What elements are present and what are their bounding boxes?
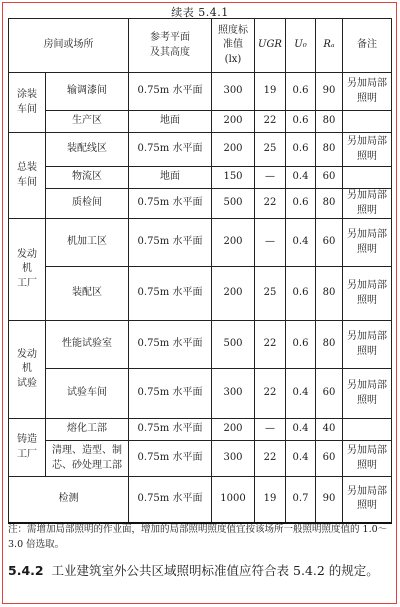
header-ugr: UGR	[255, 19, 286, 73]
table-row	[9, 419, 392, 441]
table-row	[9, 219, 392, 267]
uniformity-value: 0.4	[286, 419, 316, 441]
reference-plane: 0.75m 水平面	[129, 189, 212, 219]
remark-value: 另加局部 照明	[343, 189, 392, 219]
area-name: 试验车间	[46, 369, 129, 419]
table-row	[9, 133, 392, 167]
ugr-value: 22	[255, 111, 286, 133]
header-ra: Rₐ	[316, 19, 343, 73]
illuminance-value: 500	[212, 321, 255, 369]
reference-plane: 0.75m 水平面	[129, 267, 212, 321]
reference-plane: 0.75m 水平面	[129, 419, 212, 441]
section-paragraph	[8, 562, 394, 580]
illuminance-value: 500	[212, 189, 255, 219]
illuminance-value: 200	[212, 111, 255, 133]
table-row	[9, 167, 392, 189]
remark-value: 另加局部 照明	[343, 133, 392, 167]
remark-value: 另加局部 照明	[343, 219, 392, 267]
area-name: 输调漆间	[46, 73, 129, 111]
uniformity-value: 0.6	[286, 111, 316, 133]
area-name: 质检间	[46, 189, 129, 219]
uniformity-value: 0.4	[286, 167, 316, 189]
ugr-value: 25	[255, 267, 286, 321]
uniformity-value: 0.6	[286, 133, 316, 167]
reference-plane: 0.75m 水平面	[129, 219, 212, 267]
remark-value: 另加局部 照明	[343, 73, 392, 111]
ra-value: 90	[316, 477, 343, 523]
area-name: 生产区	[46, 111, 129, 133]
area-name: 检测	[9, 477, 129, 523]
remark-value: 另加局部 照明	[343, 441, 392, 477]
section-text: 工业建筑室外公共区域照明标准值应符合表 5.4.2 的规定。	[51, 563, 379, 578]
table-note: 注：需增加局部照明的作业面，增加的局部照明照度值宜按该场所一般照明照度值的 1.0～3.0 倍选取。	[8, 524, 388, 551]
reference-plane: 地面	[129, 167, 212, 189]
group-name: 总装 车间	[9, 133, 46, 219]
illuminance-value: 200	[212, 219, 255, 267]
table-row	[9, 321, 392, 369]
ugr-value: 25	[255, 133, 286, 167]
ra-value: 40	[316, 419, 343, 441]
reference-plane: 0.75m 水平面	[129, 133, 212, 167]
ugr-value: —	[255, 219, 286, 267]
table-row	[9, 369, 392, 419]
table-caption: 续表 5.4.1	[171, 6, 229, 19]
reference-plane: 0.75m 水平面	[129, 441, 212, 477]
table-row	[9, 267, 392, 321]
remark-value	[343, 111, 392, 133]
area-name: 机加工区	[46, 219, 129, 267]
illuminance-value: 1000	[212, 477, 255, 523]
uniformity-value: 0.6	[286, 267, 316, 321]
ra-value: 60	[316, 369, 343, 419]
table-row	[9, 189, 392, 219]
illuminance-value: 200	[212, 267, 255, 321]
illuminance-value: 300	[212, 369, 255, 419]
group-name: 发动 机 工厂	[9, 219, 46, 321]
header-remark: 备注	[343, 19, 392, 73]
reference-plane: 地面	[129, 111, 212, 133]
illuminance-value: 150	[212, 167, 255, 189]
illuminance-value: 200	[212, 419, 255, 441]
remark-value: 另加局部 照明	[343, 369, 392, 419]
ra-value: 80	[316, 111, 343, 133]
reference-plane: 0.75m 水平面	[129, 477, 212, 523]
group-name: 铸造 工厂	[9, 419, 46, 477]
uniformity-value: 0.7	[286, 477, 316, 523]
area-name: 装配线区	[46, 133, 129, 167]
remark-value: 另加局部 照明	[343, 477, 392, 523]
table-row	[9, 73, 392, 111]
header-u0: U₀	[286, 19, 316, 73]
ugr-value: —	[255, 167, 286, 189]
ugr-value: 19	[255, 73, 286, 111]
ra-value: 60	[316, 441, 343, 477]
ra-value: 80	[316, 321, 343, 369]
ugr-value: —	[255, 419, 286, 441]
ra-value: 80	[316, 133, 343, 167]
area-name: 熔化工部	[46, 419, 129, 441]
uniformity-value: 0.6	[286, 73, 316, 111]
uniformity-value: 0.4	[286, 219, 316, 267]
area-name: 清理、造型、制 芯、砂处理工部	[46, 441, 129, 477]
table-row	[9, 111, 392, 133]
table-row	[9, 477, 392, 523]
illuminance-value: 200	[212, 133, 255, 167]
uniformity-value: 0.6	[286, 321, 316, 369]
header-room: 房间或场所	[9, 19, 129, 73]
reference-plane: 0.75m 水平面	[129, 369, 212, 419]
remark-value	[343, 419, 392, 441]
reference-plane: 0.75m 水平面	[129, 73, 212, 111]
area-name: 装配区	[46, 267, 129, 321]
group-name: 发动 机 试验	[9, 321, 46, 419]
header-plane: 参考平面 及其高度	[129, 19, 212, 73]
ugr-value: 22	[255, 321, 286, 369]
reference-plane: 0.75m 水平面	[129, 321, 212, 369]
uniformity-value: 0.4	[286, 369, 316, 419]
area-name: 物流区	[46, 167, 129, 189]
section-number: 5.4.2	[8, 563, 44, 578]
remark-value: 另加局部 照明	[343, 321, 392, 369]
ra-value: 80	[316, 267, 343, 321]
ra-value: 80	[316, 189, 343, 219]
header-lux: 照度标 准值 (lx)	[212, 19, 255, 73]
ugr-value: 22	[255, 441, 286, 477]
uniformity-value: 0.6	[286, 189, 316, 219]
uniformity-value: 0.4	[286, 441, 316, 477]
ugr-value: 22	[255, 189, 286, 219]
illuminance-value: 300	[212, 73, 255, 111]
area-name: 性能试验室	[46, 321, 129, 369]
ugr-value: 19	[255, 477, 286, 523]
ra-value: 60	[316, 167, 343, 189]
remark-value	[343, 167, 392, 189]
group-name: 涂装 车间	[9, 73, 46, 133]
lighting-standard-table	[8, 18, 392, 524]
ra-value: 60	[316, 219, 343, 267]
ra-value: 90	[316, 73, 343, 111]
table-row	[9, 441, 392, 477]
ugr-value: 22	[255, 369, 286, 419]
illuminance-value: 300	[212, 441, 255, 477]
remark-value: 另加局部 照明	[343, 267, 392, 321]
